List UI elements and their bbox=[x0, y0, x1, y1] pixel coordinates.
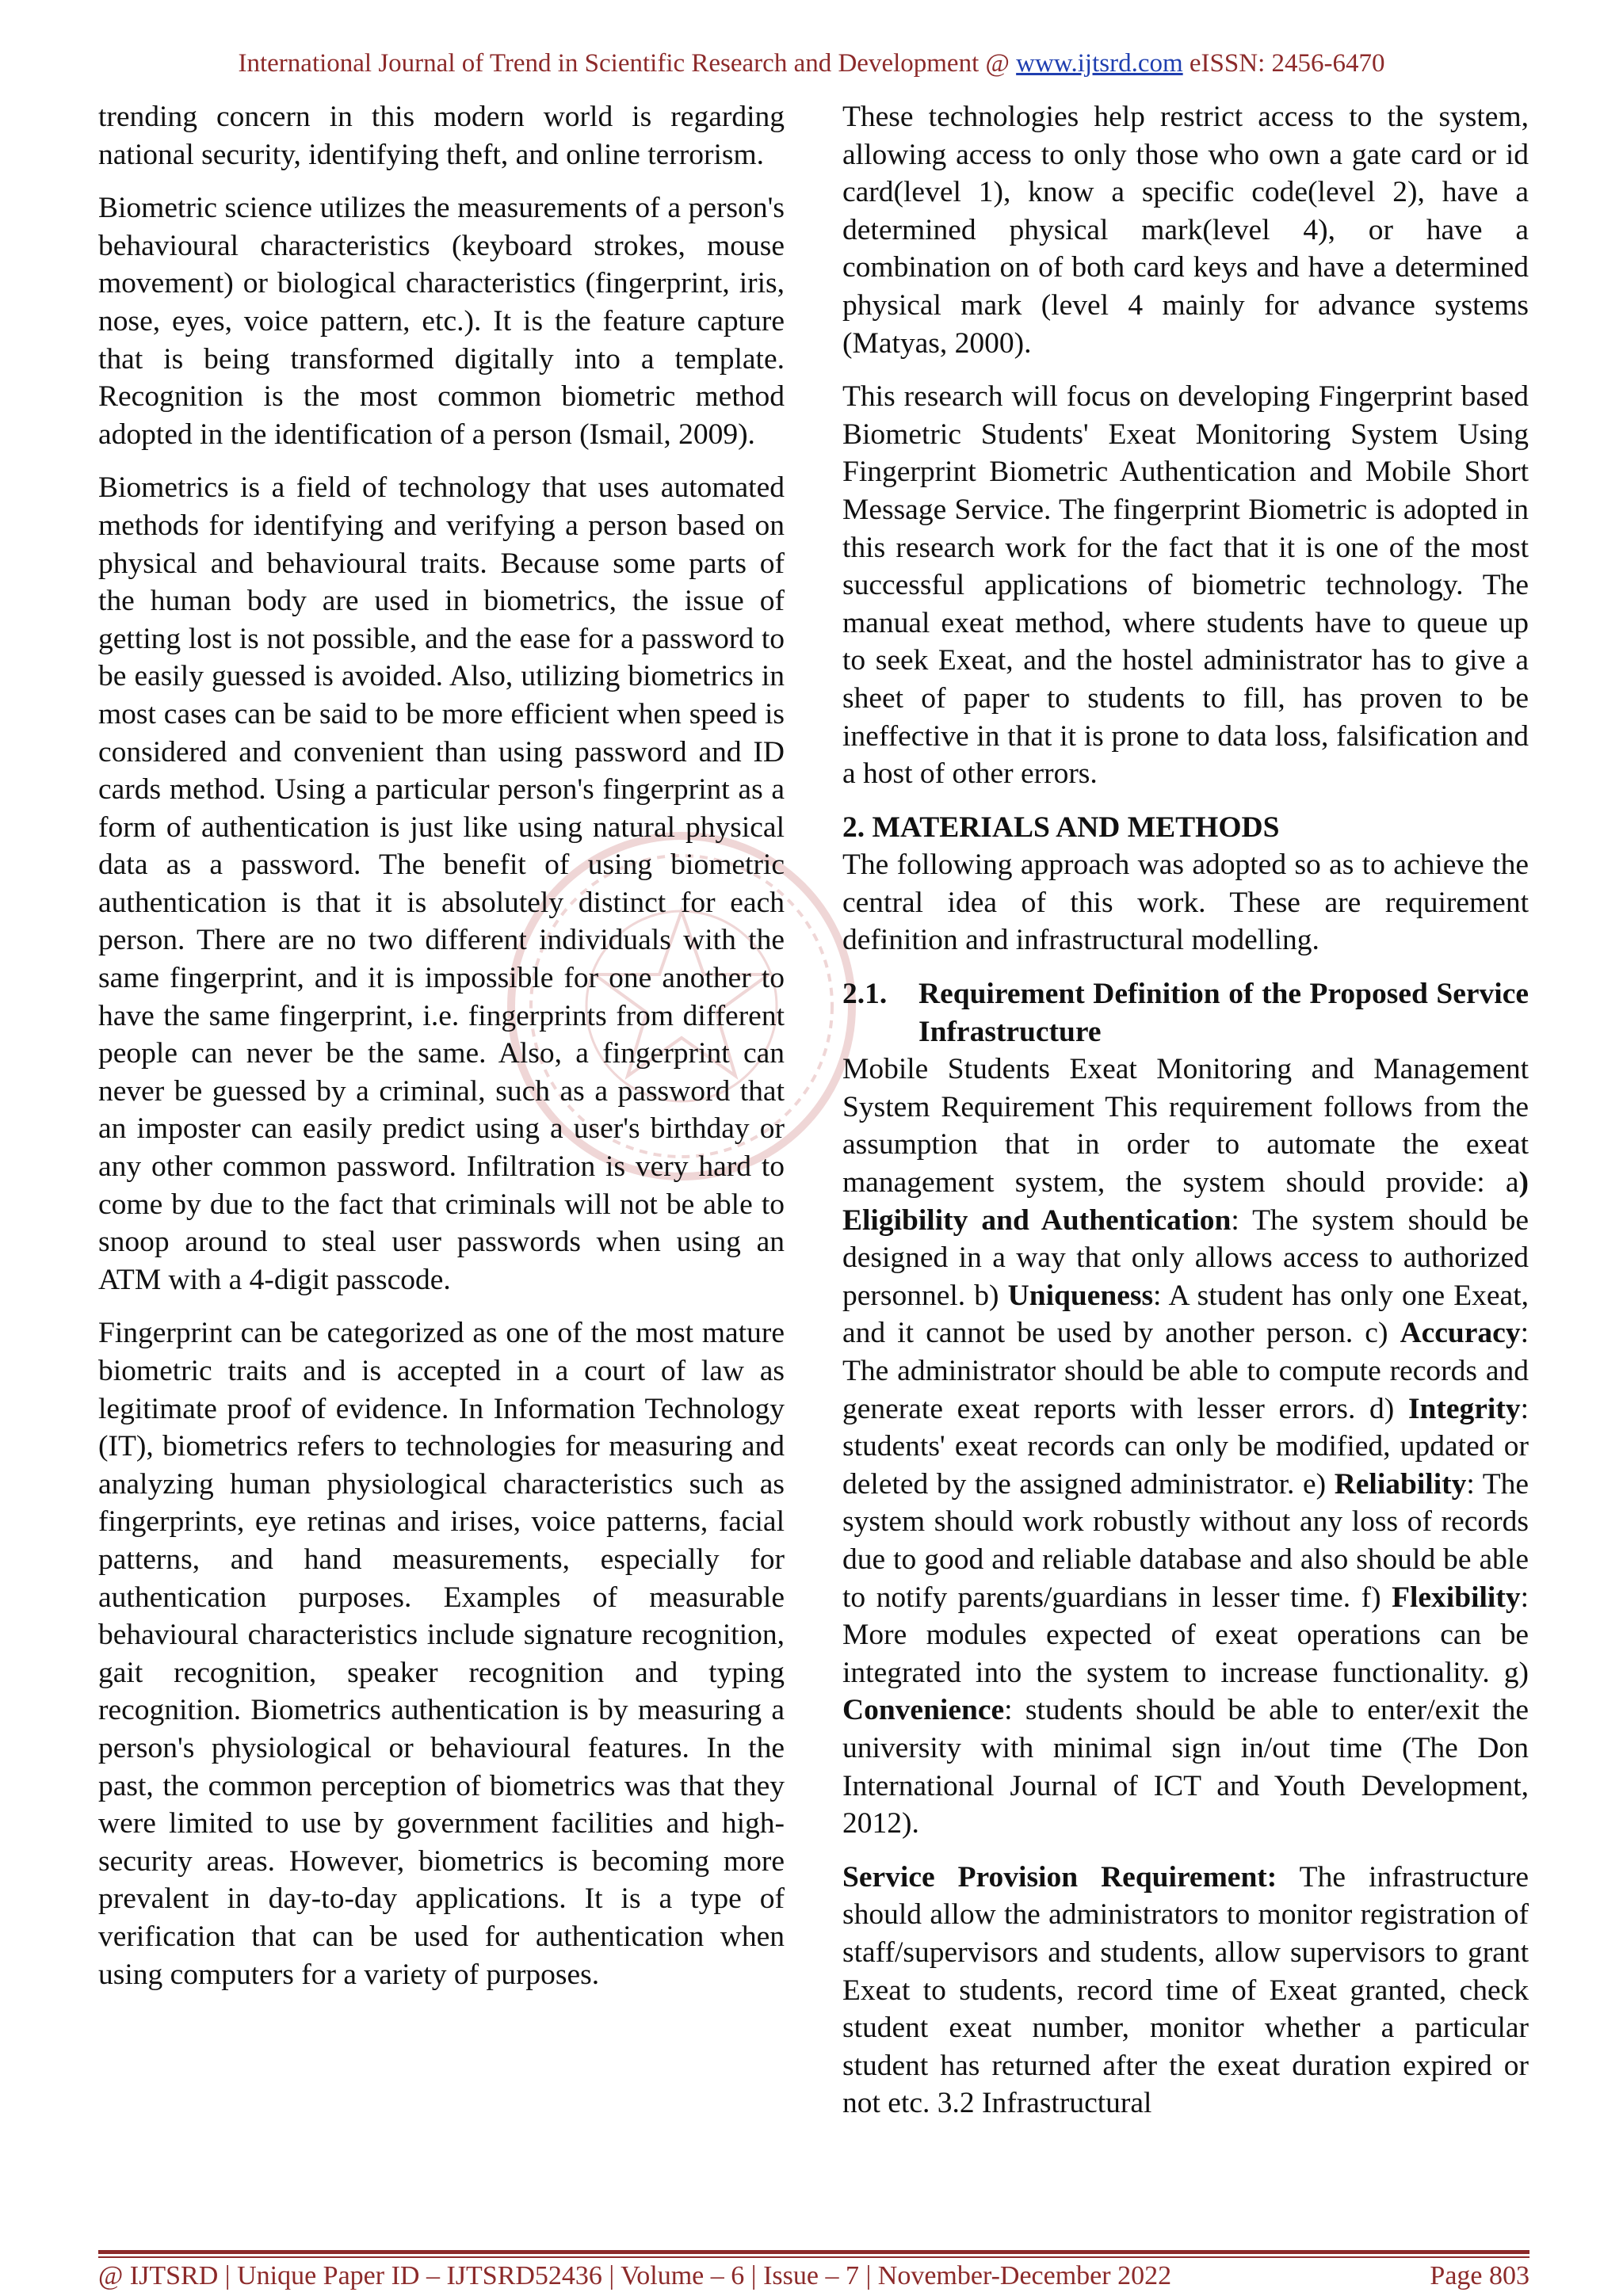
subsection-title: Requirement Definition of the Proposed Service Infrastructure bbox=[918, 978, 1529, 1048]
term-reliability: Reliability bbox=[1334, 1467, 1467, 1501]
req-intro: Mobile Students Exeat Monitoring and Management System Requirement This requirement follows from the assumption that in order to automate the exeat management system, the system should provide: a bbox=[842, 1053, 1529, 1199]
header-journal: International Journal of Trend in Scientific Research and Development @ bbox=[238, 49, 1010, 78]
req-f: : More modules expected of exeat operations can be integrated into the system to increase functionality. g) bbox=[842, 1581, 1529, 1689]
left-paragraph-1: trending concern in this modern world is regarding national security, identifying theft, and online terrorism. bbox=[98, 101, 785, 171]
service-provision-text: The infrastructure should allow the administrators to monitor registration of staff/supervisors and students, allow supervisors to grant Exeat to students, record time of Exeat granted, check student exeat number, monitor whether a particular student has returned after the exeat duration expired or not etc. 3.2 Infrastructural bbox=[842, 1860, 1529, 2120]
term-convenience: Convenience bbox=[842, 1694, 1005, 1727]
term-accuracy: Accuracy bbox=[1400, 1317, 1521, 1350]
section-2-heading: 2. MATERIALS AND METHODS bbox=[842, 810, 1280, 844]
req-b: : A student has only one Exeat, and it cannot be used by another person. c) bbox=[842, 1279, 1529, 1350]
subsection-2-1-heading bbox=[842, 975, 1529, 1051]
right-paragraph-1: These technologies help restrict access to the system, allowing access to only those who own a gate card or id card(level 1), know a specific code(level 2), have a determined physical mark(level 4), or have a combination on of both card keys and have a determined physical mark (level 4 mainly for advance systems (Matyas, 2000). bbox=[842, 101, 1529, 360]
req-g: : students should be able to enter/exit the university with minimal sign in/out time (The Don International Journal of ICT and Youth Development, 2012). bbox=[842, 1694, 1529, 1840]
req-e: : The system should work robustly without any loss of records due to good and reliable database and also should be able to notify parents/guardians in lesser time. f) bbox=[842, 1467, 1529, 1614]
page-number: Page 803 bbox=[1430, 2261, 1529, 2290]
term-uniqueness: Uniqueness bbox=[1007, 1279, 1154, 1312]
header-url-link[interactable]: www.ijtsrd.com bbox=[1016, 49, 1183, 78]
right-paragraph-2: This research will focus on developing Fingerprint based Biometric Students' Exeat Monitoring System Using Fingerprint Biometric Authentication and Mobile Short Message Service. The fingerprint Biometric is adopted in this research work for the fact that it is one of the most successful applications of biometric technology. The manual exeat method, where students have to queue up to seek Exeat, and the hostel administrator has to give a sheet of paper to students to fill, has proven to be ineffective in that it is prone to data loss, falsification and a host of other errors. bbox=[842, 380, 1529, 791]
footer-rule bbox=[98, 2250, 1529, 2254]
term-integrity: Integrity bbox=[1407, 1392, 1521, 1425]
footer-citation: @ IJTSRD | Unique Paper ID – IJTSRD52436 | Volume – 6 | Issue – 7 | November-December 2022 bbox=[98, 2261, 1172, 2290]
req-c: : The administrator should be able to compute records and generate exeat reports with lesser errors. d) bbox=[842, 1317, 1529, 1425]
req-a: : The system should be designed in a way that only allows access to authorized personnel. b) bbox=[842, 1203, 1529, 1312]
right-column bbox=[842, 98, 1529, 2138]
header-issn: eISSN: 2456-6470 bbox=[1189, 49, 1385, 78]
left-paragraph-4: Fingerprint can be categorized as one of the most mature biometric traits and is accepted in a court of law as legitimate proof of evidence. In Information Technology (IT), biometrics refers to technologies for measuring and analyzing human physiological characteristics such as fingerprints, eye retinas and irises, voice patterns, facial patterns, and hand measurements, especially for authentication purposes. Examples of measurable behavioural characteristics include signature recognition, gait recognition, speaker recognition and typing recognition. Biometrics authentication is by measuring a person's physiological or behavioural features. In the past, the common perception of biometrics was that they were limited to use by government facilities and high-security areas. However, biometrics is becoming more prevalent in day-to-day applications. It is a type of verification that can be used for authentication when using computers for a variety of purposes. bbox=[98, 1317, 785, 1991]
left-paragraph-3: Biometrics is a field of technology that uses automated methods for identifying and verifying a person based on physical and behavioural traits. Because some parts of the human body are used in biometrics, the issue of getting lost is not possible, and the ease for a password to be easily guessed is avoided. Also, utilizing biometrics in most cases can be said to be more efficient when speed is considered and convenient than using password and ID cards method. Using a particular person's fingerprint as a form of authentication is just like using natural physical data as a password. The benefit of using biometric authentication is that it is absolutely distinct for each person. There are no two different individuals with the same fingerprint, and it is impossible for one another to have the same fingerprint, i.e. fingerprints from different people can never be the same. Also, a fingerprint can never be guessed by a criminal, such as a password that an imposter can easily predict using a user's birthday or any other common password. Infiltration is very hard to come by due to the fact that criminals will not be able to snoop around to steal user passwords when using an ATM with a 4-digit passcode. bbox=[98, 471, 785, 1296]
term-eligibility: Eligibility and Authentication bbox=[842, 1203, 1232, 1237]
left-paragraph-2: Biometric science utilizes the measurements of a person's behavioural characteristics (keyboard strokes, mouse movement) or biological characteristics (fingerprint, iris, nose, eyes, voice pattern, etc.). It is the feature capture that is being transformed digitally into a template. Recognition is the most common biometric method adopted in the identification of a person (Ismail, 2009). bbox=[98, 192, 785, 451]
footer-rule-thin bbox=[98, 2256, 1529, 2258]
req-paren: ) bbox=[1518, 1166, 1529, 1199]
req-d: : students' exeat records can only be modified, updated or deleted by the assigned administrator. e) bbox=[842, 1392, 1529, 1501]
subsection-number: 2.1. bbox=[842, 978, 888, 1011]
running-header bbox=[0, 49, 1623, 78]
term-service-provision: Service Provision Requirement: bbox=[842, 1860, 1277, 1894]
section-2-intro: The following approach was adopted so as to achieve the central idea of this work. These are requirement definition and infrastructural modelling. bbox=[842, 849, 1529, 957]
running-footer bbox=[98, 2261, 1529, 2291]
service-provision-paragraph bbox=[842, 1859, 1529, 2122]
requirements-paragraph bbox=[842, 1051, 1529, 1842]
term-flexibility: Flexibility bbox=[1392, 1581, 1521, 1614]
left-column bbox=[98, 98, 785, 2009]
